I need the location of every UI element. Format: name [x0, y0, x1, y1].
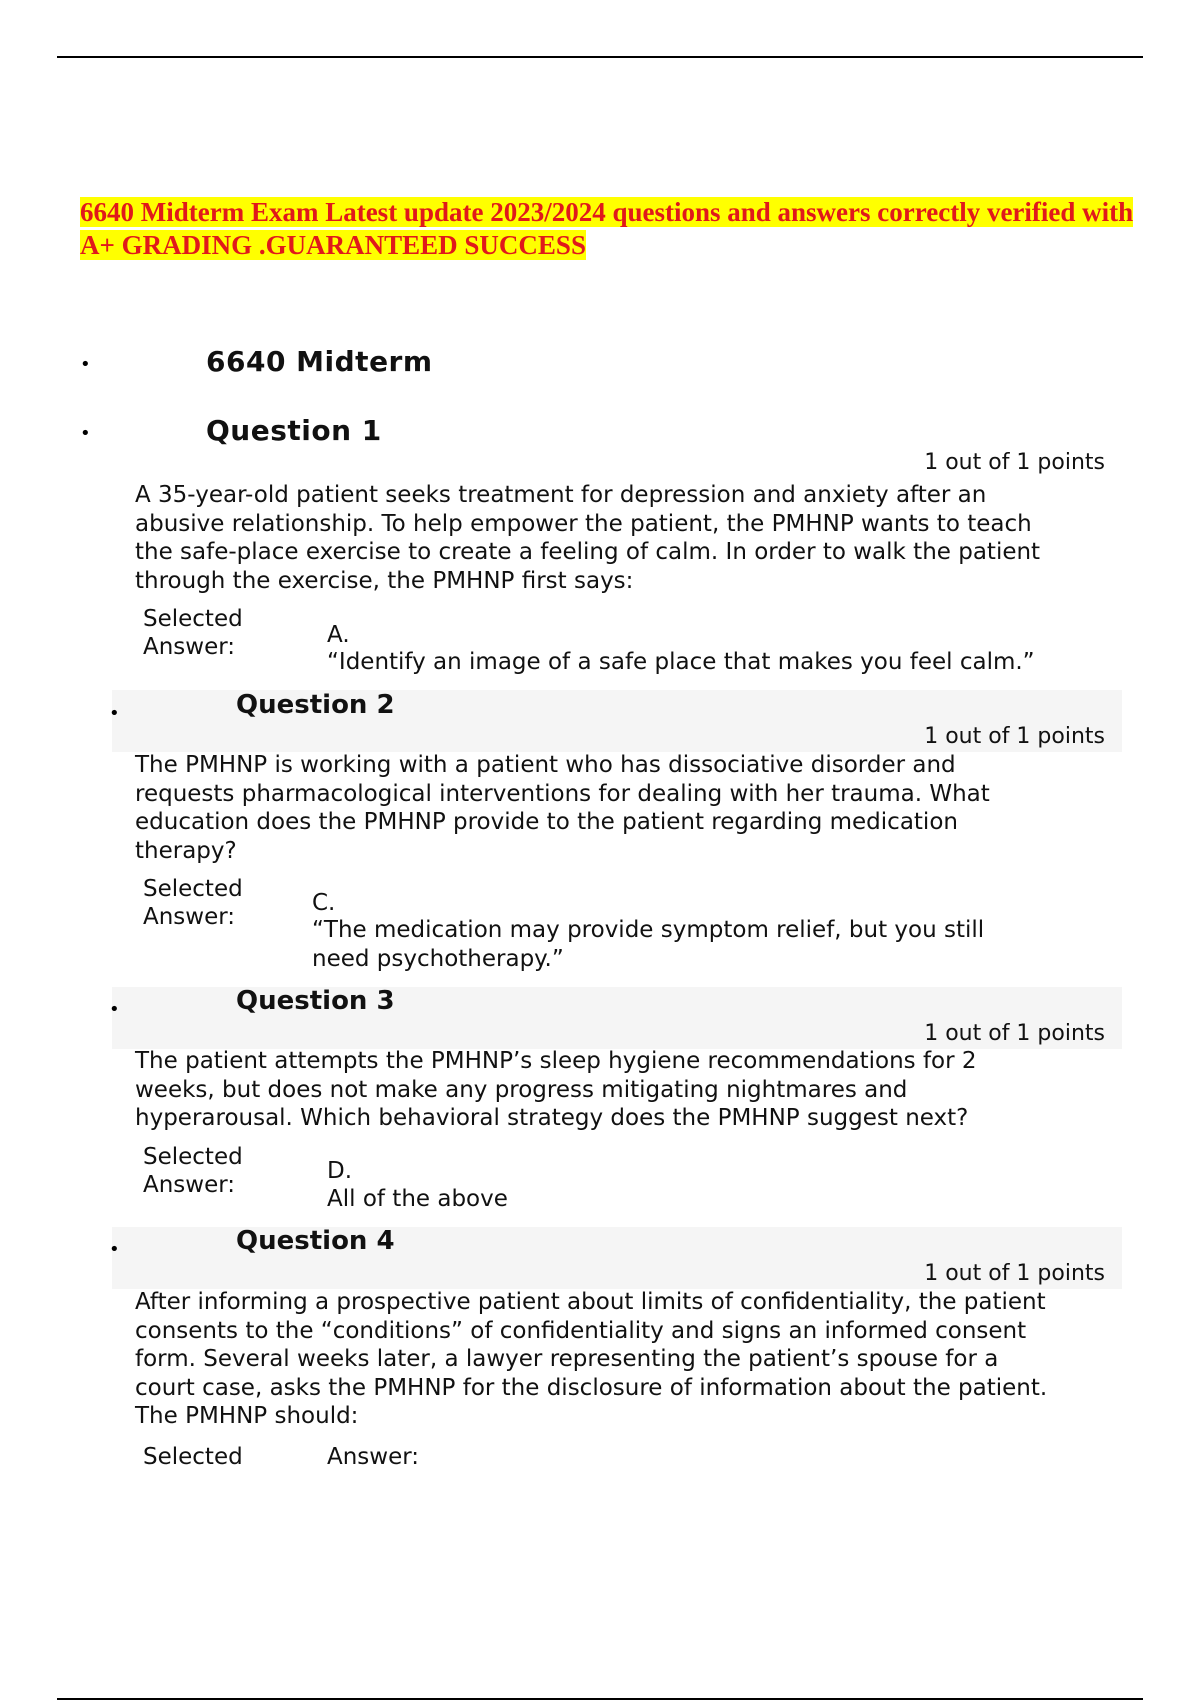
selected-answer-label: Selected Answer: [143, 1144, 243, 1198]
question-points: 1 out of 1 points [924, 1021, 1105, 1046]
selected-answer-label: Selected Answer: [143, 876, 243, 930]
question-points: 1 out of 1 points [924, 724, 1105, 749]
top-rule [57, 56, 1143, 58]
question-title: Question 3 [236, 986, 395, 1016]
page-title: 6640 Midterm [206, 345, 433, 378]
question-text: After informing a prospective patient about limits of confidentiality, the patient consents to the “conditions” of confidentiality and signs an informed consent form. Several weeks later, a lawyer representing the patient’s spouse for a court case, asks the PMHNP for the disclosure of information about the patient. The PMHNP should: [135, 1289, 1048, 1429]
document-banner: 6640 Midterm Exam Latest update 2023/2024 questions and answers correctly verified with A+ GRADING .GUARANTEED SUCCESS [80, 197, 1134, 260]
answer-text: “The medication may provide symptom relief, but you still need psychotherapy.” [312, 917, 985, 972]
question-text: The patient attempts the PMHNP’s sleep hygiene recommendations for 2 weeks, but does not make any progress mitigating nightmares and hyperarousal. Which behavioral strategy does the PMHNP suggest next? [135, 1048, 977, 1131]
question-text: The PMHNP is working with a patient who has dissociative disorder and requests pharmacological interventions for dealing with her trauma. What education does the PMHNP provide to the patient regarding medication therapy? [135, 752, 990, 864]
bullet-icon: • [109, 703, 120, 724]
selected-answer-label: Selected Answer: [143, 606, 243, 660]
bullet-icon: • [80, 423, 91, 444]
question-points: 1 out of 1 points [924, 450, 1105, 475]
answer-text: “Identify an image of a safe place that makes you feel calm.” [327, 649, 1035, 675]
question-title: Question 1 [206, 414, 382, 447]
bullet-icon: • [80, 354, 91, 375]
question-title: Question 2 [236, 690, 395, 720]
bullet-icon: • [109, 999, 120, 1020]
answer-text: All of the above [327, 1186, 508, 1212]
bullet-icon: • [109, 1239, 120, 1260]
selected-answer-label: Selected [143, 1444, 243, 1470]
question-points: 1 out of 1 points [924, 1261, 1105, 1286]
question-title: Question 4 [236, 1226, 395, 1256]
answer-letter: C. [312, 890, 336, 916]
answer-letter: A. [327, 622, 350, 648]
answer-letter: D. [327, 1158, 353, 1184]
answer-label: Answer: [327, 1444, 420, 1470]
question-text: A 35-year-old patient seeks treatment for depression and anxiety after an abusive relationship. To help empower the patient, the PMHNP wants to teach the safe-place exercise to create a feeling of calm. In order to walk the patient through the exercise, the PMHNP first says: [135, 482, 1041, 594]
